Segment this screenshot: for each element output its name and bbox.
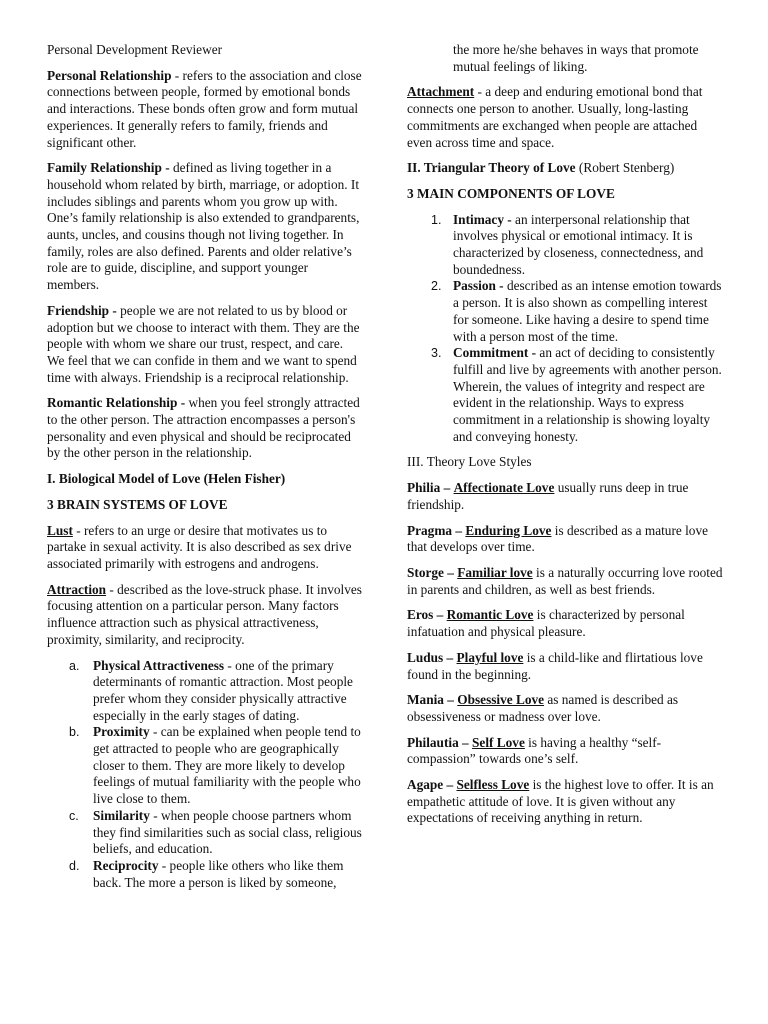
biological-model-heading: I. Biological Model of Love (Helen Fisher) [47, 471, 286, 487]
definition: - described as the love-struck phase. It involves focusing attention on a particular person. Many factors influence attraction such as physical attractiveness, proximity, similarity, and reciprocity. [47, 581, 362, 647]
term: Passion - [453, 278, 504, 294]
main-components-heading: 3 MAIN COMPONENTS OF LOVE [407, 185, 615, 201]
left-column [47, 42, 362, 900]
term: Friendship - [47, 302, 117, 318]
list-item [407, 212, 725, 279]
term: Reciprocity [93, 857, 159, 873]
term: Attachment [407, 84, 475, 100]
lust-paragraph [47, 523, 362, 573]
attachment-paragraph [407, 84, 725, 151]
friendship-paragraph [47, 303, 362, 387]
list-marker: c. [69, 808, 79, 823]
list-item [47, 658, 362, 725]
definition: - refers to an urge or desire that motivates us to partake in sexual activity. It is also described as sex drive associated primarily with estrogens and androgens. [47, 522, 352, 571]
attraction-paragraph [47, 582, 362, 649]
love-style-ludus: Ludus – Playful love is a child-like and flirtatious love found in the beginning. [407, 649, 703, 682]
components-list [407, 212, 725, 446]
personal-relationship-paragraph [47, 68, 362, 152]
definition: defined as living together in a household whom related by birth, marriage, or adoption. It includes siblings and parents whom you grow up with. One’s family relationship is also extended to grandparents, aunts, uncles, and cousins though not living together. In family, roles are also defined. Parents and older relative’s role are to guide, discipline, and support younger members. [47, 160, 360, 293]
definition: - when people choose partners whom they find similarities such as social class, religious beliefs, and education. [93, 807, 362, 857]
romantic-relationship-paragraph [47, 395, 362, 462]
list-item-continuation: the more he/she behaves in ways that promote mutual feelings of liking. [453, 42, 699, 74]
list-item [47, 808, 362, 858]
definition: when you feel strongly attracted to the other person. The attraction encompasses a person's personality and even physical and should be reciprocated by the other person in the relationship. [47, 395, 360, 461]
term: Intimacy - [453, 211, 512, 227]
list-marker: 3. [431, 346, 442, 361]
right-column [407, 42, 725, 836]
love-style-eros: Eros – Romantic Love is characterized by personal infatuation and physical pleasure. [407, 607, 685, 640]
definition: - people like others who like them back. The more a person is liked by someone, [93, 857, 344, 890]
love-styles-heading: III. Theory Love Styles [407, 454, 532, 470]
list-item [47, 858, 362, 891]
term: Personal Relationship [47, 67, 172, 83]
continuation-block [407, 42, 725, 75]
term: Family Relationship - [47, 160, 170, 176]
term: Proximity [93, 724, 150, 740]
definition: people we are not related to us by blood or adoption but we choose to interact with them. They are the people with whom we share our trust, respect, and care. We feel that we can confide in them and we want to spend time with always. Friendship is a reciprocal relationship. [47, 302, 360, 385]
definition: - can be explained when people tend to get attracted to people who are geographically closer to them. They are more likely to develop feelings of mutual familiarity with the people who live close to them. [93, 724, 361, 807]
term: Physical Attractiveness [93, 657, 225, 673]
definition: - one of the primary determinants of romantic attraction. Most people prefer whom they consider physically attractive especially in the early stages of dating. [93, 657, 353, 723]
list-marker: b. [69, 725, 80, 740]
list-item [407, 278, 725, 345]
list-marker: 1. [431, 212, 442, 227]
attraction-factors-list [47, 658, 362, 892]
term: Commitment - [453, 345, 537, 361]
love-style-agape: Agape – Selfless Love is the highest love to offer. It is an empathetic attitude of love. It is given without any expectations of receiving anything in return. [407, 777, 714, 826]
triangular-theory-heading: II. Triangular Theory of Love (Robert Stenberg) [407, 160, 675, 176]
love-style-storge: Storge – Familiar love is a naturally occurring love rooted in parents and children, as well as best friends. [407, 564, 723, 597]
list-marker: d. [69, 858, 80, 873]
term: Attraction [47, 581, 107, 597]
document-title: Personal Development Reviewer [47, 42, 223, 57]
term: Similarity [93, 807, 150, 823]
love-style-mania: Mania – Obsessive Love as named is described as obsessiveness or madness over love. [407, 692, 679, 724]
term: Lust [47, 522, 73, 538]
love-style-philia: Philia – Affectionate Love usually runs deep in true friendship. [407, 480, 689, 512]
term: Romantic Relationship - [47, 395, 186, 411]
list-marker: a. [69, 658, 80, 673]
family-relationship-paragraph [47, 160, 362, 294]
definition: described as an intense emotion towards a person. It is also shown as compelling interest for someone. Like having a desire to spend time with a person most of the time. [453, 278, 722, 344]
list-marker: 2. [431, 279, 442, 294]
definition: - a deep and enduring emotional bond that connects one person to another. Usually, long-lasting commitments are exchanged when people are attached even across time and space. [407, 84, 703, 150]
brain-systems-heading: 3 BRAIN SYSTEMS OF LOVE [47, 496, 228, 512]
definition: an act of deciding to consistently fulfill and live by agreements with another person. Wherein, the values of integrity and respect are evident in the relationship. Ways to express commitment in a relationship is showing loyalty and conveying honesty. [453, 345, 722, 444]
list-item [47, 724, 362, 808]
love-style-philautia: Philautia – Self Love is having a healthy “self-compassion” towards one’s self. [407, 734, 662, 767]
love-style-pragma: Pragma – Enduring Love is described as a mature love that develops over time. [407, 522, 709, 555]
list-item [407, 345, 725, 445]
definition: an interpersonal relationship that involves physical or emotional intimacy. It is characterized by closeness, connectedness, and boundedness. [453, 211, 704, 277]
definition: - refers to the association and close connections between people, formed by emotional bonds and interactions. These bonds often grow and form mutual experiences. It generally refers to family, friends and significant other. [47, 67, 362, 150]
